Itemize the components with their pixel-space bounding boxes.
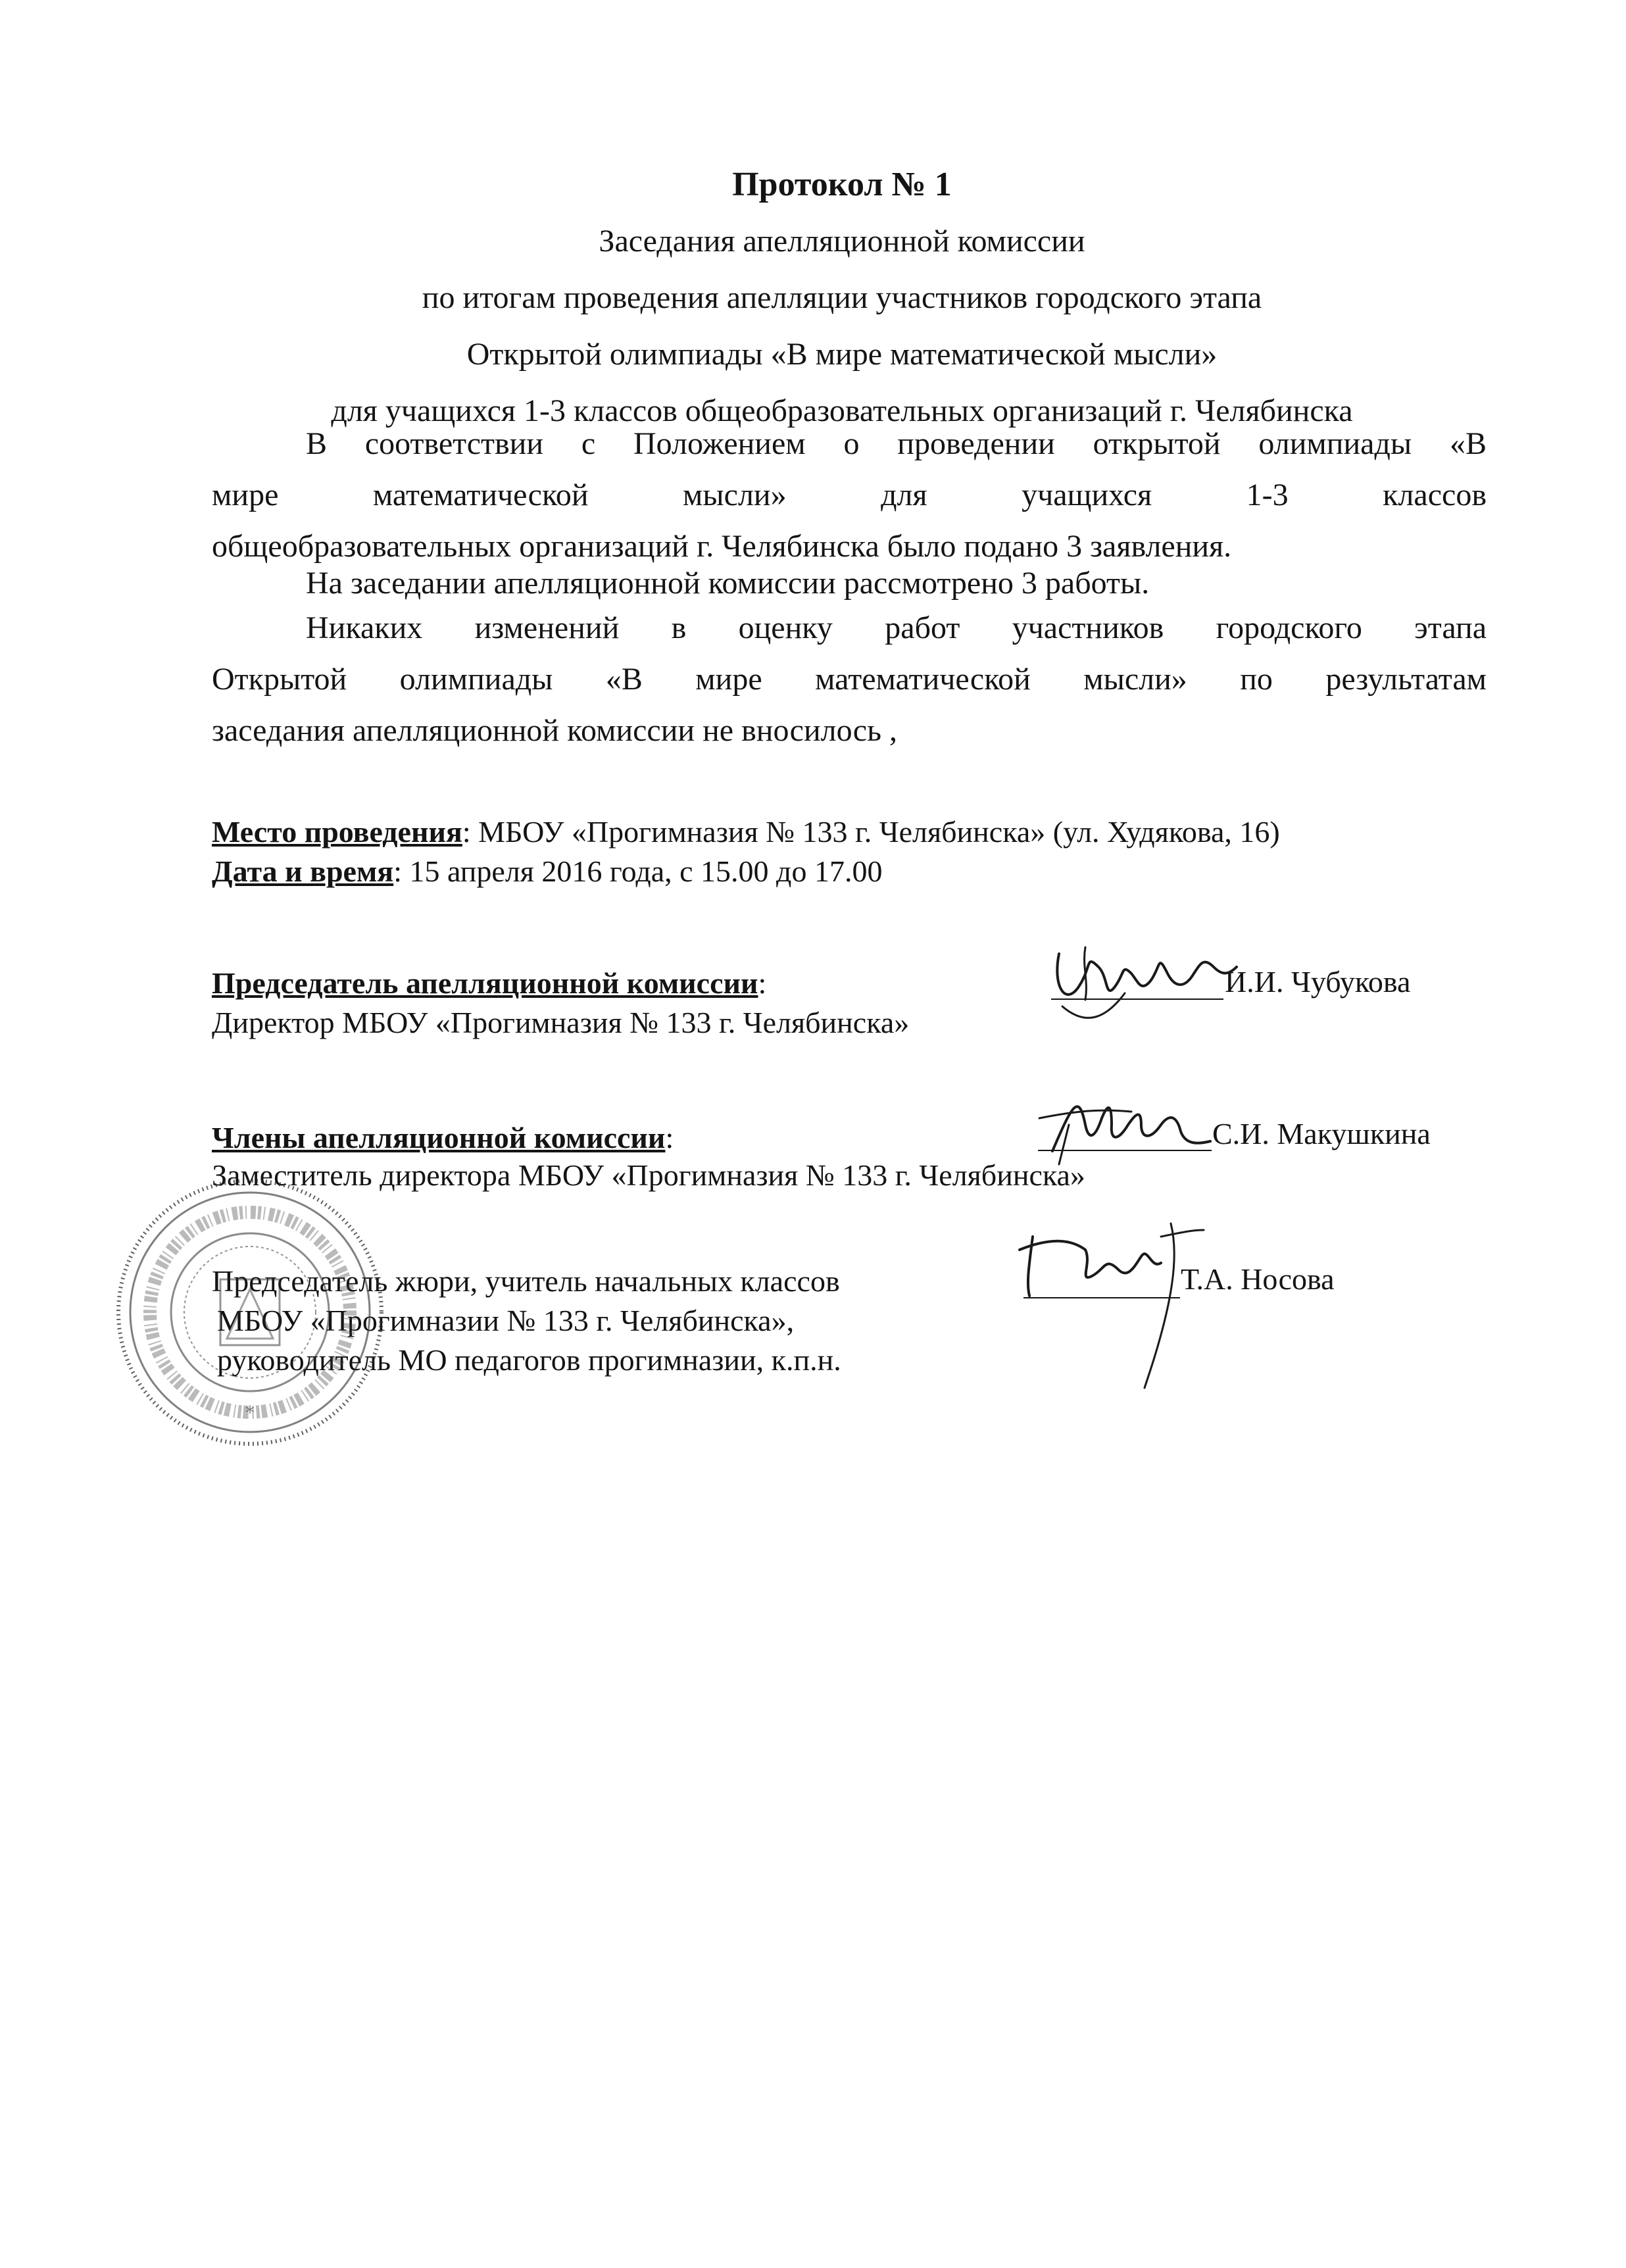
chair-position: Директор МБОУ «Прогимназия № 133 г. Челябинска» [212,1006,910,1039]
place-label: Место проведения [212,815,462,849]
member2-name: Т.А. Носова [1181,1262,1335,1296]
round-stamp [112,1174,388,1450]
subtitle-line: Открытой олимпиады «В мире математической мысли» [466,337,1218,372]
member1-position: Заместитель директора МБОУ «Прогимназия № 133 г. Челябинска» [212,1158,1085,1192]
paragraph-line: общеобразовательных организаций г. Челябинска было подано 3 заявления. [212,529,1232,564]
subtitle-line: Заседания апелляционной комиссии [599,224,1085,259]
paragraph-line: Никаких изменений в оценку работ участников городского этапа [306,610,1487,645]
chair-label: Председатель апелляционной комиссии [212,966,758,1000]
paragraph-applications [212,418,1487,572]
datetime-label: Дата и время [212,854,394,888]
datetime-value: : 15 апреля 2016 года, с 15.00 до 17.00 [393,854,883,888]
paragraph-line: Открытой олимпиады «В мире математической мысли» по результатам [212,662,1487,697]
document-title: Протокол № 1 [732,166,952,203]
place-line [212,812,1280,852]
subtitle-line: для учащихся 1-3 классов общеобразовательных организаций г. Челябинска [331,393,1353,428]
paragraph-result [212,603,1487,756]
document-header [197,157,1487,439]
member1-signature [1033,1079,1217,1184]
chair-label-line [212,964,766,1003]
subtitle-line: по итогам проведения апелляции участников городского этапа [422,280,1262,315]
paragraph-line: В соответствии с Положением о проведении открытой олимпиады «В [306,426,1487,461]
member2-signature [1013,1210,1210,1394]
members-label: Члены апелляционной комиссии [212,1121,666,1154]
members-label-line [212,1118,674,1158]
place-value: : МБОУ «Прогимназия № 133 г. Челябинска» (ул. Худякова, 16) [462,815,1280,849]
chair-colon: : [758,966,767,1000]
member2-position-line: Председатель жюри, учитель начальных классов [212,1264,840,1298]
paragraph-line: заседания апелляционной комиссии не вносилось , [212,713,897,748]
chair-name: И.И. Чубукова [1225,965,1411,998]
member2-position-line: МБОУ «Прогимназии № 133 г. Челябинска», [217,1304,795,1337]
members-colon: : [665,1121,674,1154]
svg-text:*: * [245,1402,255,1423]
paragraph-reviewed: На заседании апелляционной комиссии рассмотрено 3 работы. [306,566,1150,601]
member1-name: С.И. Макушкина [1212,1117,1431,1150]
chair-signature [1046,927,1243,1033]
paragraph-line: мире математической мысли» для учащихся 1-3 классов [212,478,1487,512]
datetime-line [212,852,882,891]
member2-position-line: руководитель МО педагогов прогимназии, к.п.н. [217,1343,841,1377]
